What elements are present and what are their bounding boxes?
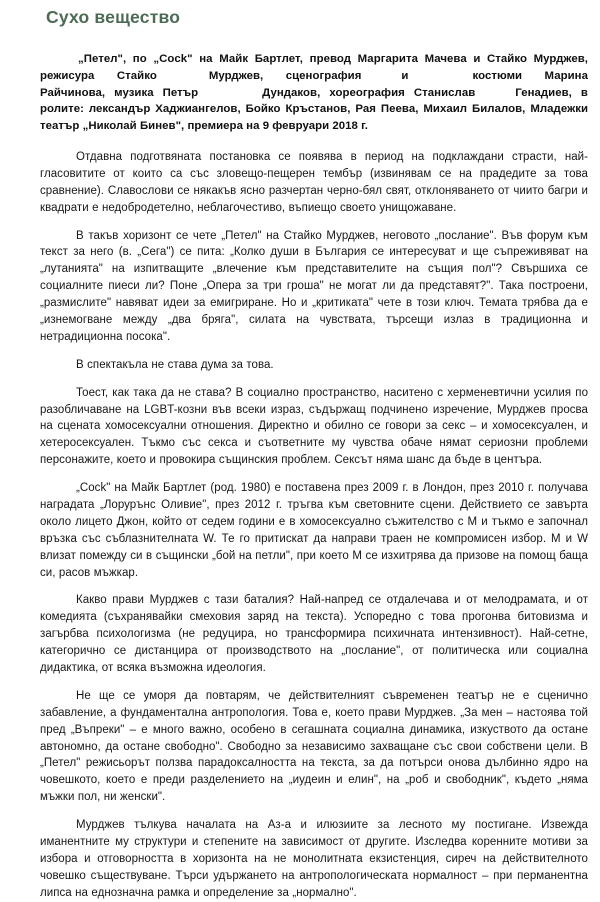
paragraph: Какво прави Мурджев с тази баталия? Най-напред се отдалечава и от мелодрамата, и от комедията (съхранявайки смеховия заряд на текста). Успоредно с това прогонва битовизма и загърбва психологизма (не редуцира, но трансформира психичната интензивност). Най-сетне, категорично се дистанцира от производството на „послание", от политическа или социална дидактика, от всяка възможна идеология. [40, 594, 588, 674]
credits-segment-8: Генадиев, в [515, 86, 588, 99]
credits-segment-7: Дундаков, хореография Станислав [262, 86, 476, 99]
paragraph: Мурджев тълкува началата на Аз-а и илюзиите за лесното му постигане. Извежда иманентните му структури и степените на зависимост от другите. Изследва коренните мотиви за избора и отговорността в хоризонта на не монолитната екзистенция, сиреч на действителното човешко съществуване. Търси удържането на антропологическата нормалност – при перманентна липса на еднозначна рамка и определение за „нормално". [40, 819, 588, 899]
article-body [40, 149, 588, 902]
credits-segment-1: „Петел", по „Cock" на Майк Бартлет, превод Маргарита Мачева и Стайко [78, 53, 527, 66]
credits-segment-4: и [401, 69, 409, 82]
credits-segment-9: ролите: лександър Хаджиангелов, Бойко Кръстанов, Рая Пеева, Михаил Билалов, [40, 103, 526, 116]
credits-segment-10: Младежки театър „Николай Бинев", премиера на 9 февруари 2018 г. [40, 103, 588, 133]
paragraph: В спектакъла не става дума за това. [76, 358, 274, 371]
credits-segment-2: Мурджев, режисура Стайко [40, 53, 589, 82]
paragraph: Не ще се уморя да повтарям, че действителният съвременен театър не е сценично забавление, а фундаментална антропология. Това е, което прави Мурджев. „За мен – настоява той пред „Въпреки" – е много важно, особено в сегашната социална динамика, изкуството да остане автономно, да остане свободно". Свободно за независимо захващане със свои собствени цели. В „Петел" режисьорът ползва парадоксалността на текста, за да потърси онова дълбинно ядро на човешкото, което е преди разделението на „иудеин и елин", на „роб и свободник", където „няма мъжки пол, ни женски". [40, 689, 588, 804]
credits-segment-5: костюми Марина [472, 69, 588, 82]
paragraph: Отдавна подготвяната постановка се появява в период на подклаждани страсти, най-гласовитите от които са със зловещо-пещерен тембър (извинявам се на прадедите за това сравнение). Славослови се някакъв ясно разчертан черно-бял свят, отклоняването от чиито багри и квадрати е недобродетелно, неблагочестиво, въпиещо своето унищожаване. [40, 150, 588, 214]
credits-segment-6: Райчинова, музика Петър [40, 86, 199, 99]
paragraph: В такъв хоризонт се чете „Петел" на Стайко Мурджев, неговото „послание". Във форум към текст за него (в. „Сега") се пита: „Колко души в България се интересуват и ще съпреживяват на „лутанията" на изпитващите „влечение към представителите на същия пол"? Свършиха се социалните пиеси ли? Поне „Опера за три гроша" не могат ли да представят?". Така построени, „размислите" навяват идеи за емигриране. Но и „критиката" чете в този ключ. Темата трябва да е „изнемогване между „два бряга", силата на чувствата, търсещи излаз в традиционна и нетрадиционна посока". [40, 229, 588, 343]
page-title: Сухо вещество [46, 7, 181, 27]
paragraph: „Cock" на Майк Бартлет (род. 1980) е поставена през 2009 г. в Лондон, през 2010 г. получава наградата „Лорурънс Оливие", през 2012 г. тръгва към световните сцени. Действието се завърта около лицето Джон, който от седем години е в хомосексуално съжителство с М и тъкмо е започнал връзка със съблазнителната W. Те го притискат да направи траен не компромисен избор. М и W влизат помежду си в същински „бой на петли", при което М се изхитрява да призове на помощ баща си, расов мъжкар. [40, 482, 588, 579]
credits-segment-3: Мурджев, сценография [208, 69, 362, 82]
production-credits [40, 51, 588, 135]
paragraph: Тоест, как така да не става? В социално пространство, наситено с херменевтични усилия по разобличаване на LGBT-козни във всеки израз, съдържащ подчинено изречение, Мурджев просва на сцената хомосексуални отношения. Директно и обилно се говори за секс – и хомосексуален, и хетеросексуален. Тъкмо със секса и съответните му чувства обаче нямат сериозни проблеми персонажите, което и провокира същинския проблем. Сексът няма шанс да бъде в центъра. [40, 386, 588, 467]
